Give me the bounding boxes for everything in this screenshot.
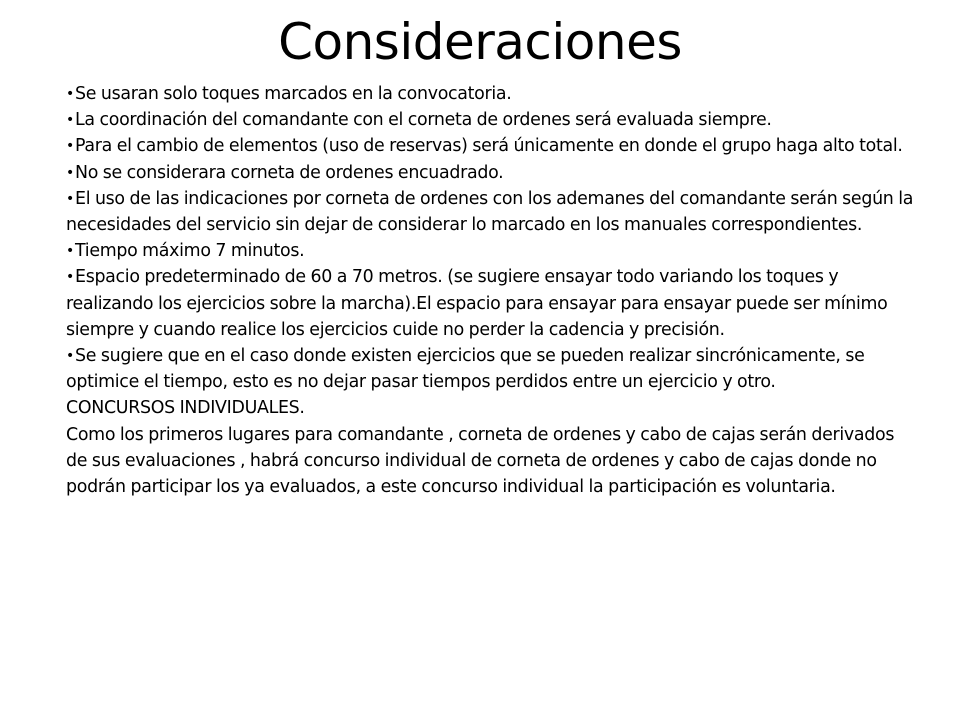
bullet-text: No se considerara corneta de ordenes encuadrado. <box>75 162 504 183</box>
bullet-icon: • <box>66 243 74 260</box>
bullet-icon: • <box>66 190 74 207</box>
slide-body <box>66 81 916 500</box>
bullet-item-4 <box>66 160 916 186</box>
closing-paragraph: Como los primeros lugares para comandante , corneta de ordenes y cabo de cajas serán derivados de sus evaluaciones , habrá concurso individual de corneta de ordenes y cabo de cajas donde no podrán participar los ya evaluados, a este concurso individual la participación es voluntaria. <box>66 424 895 498</box>
bullet-icon: • <box>66 348 74 365</box>
bullet-icon: • <box>66 86 74 102</box>
bullet-text: Espacio predeterminado de 60 a 70 metros. (se sugiere ensayar todo variando los toques y realizando los ejercicios sobre la marcha).El espacio para ensayar para ensayar puede ser mínimo siempre y cuando realice los ejercicios cuide no perder la cadencia y precisión. <box>66 267 888 340</box>
bullet-item-2 <box>66 107 916 133</box>
bullet-text: Se usaran solo toques marcados en la convocatoria. <box>75 84 512 104</box>
bullet-icon: • <box>66 138 74 155</box>
bullet-item-5 <box>66 186 916 238</box>
slide-title: Consideraciones <box>278 13 682 71</box>
bullet-icon: • <box>66 164 74 181</box>
bullet-item-1 <box>66 81 916 107</box>
section-heading: CONCURSOS INDIVIDUALES. <box>66 398 305 419</box>
bullet-item-7 <box>66 264 916 343</box>
bullet-text: Tiempo máximo 7 minutos. <box>75 241 305 262</box>
bullet-item-8 <box>66 343 916 395</box>
bullet-text: La coordinación del comandante con el corneta de ordenes será evaluada siempre. <box>75 110 772 131</box>
bullet-item-3 <box>66 133 916 159</box>
bullet-text: Para el cambio de elementos (uso de reservas) será únicamente en donde el grupo haga alto total. <box>75 136 903 157</box>
bullet-icon: • <box>66 112 74 129</box>
bullet-item-6 <box>66 238 916 264</box>
bullet-text: Se sugiere que en el caso donde existen ejercicios que se pueden realizar sincrónicamente, se optimice el tiempo, esto es no dejar pasar tiempos perdidos entre un ejercicio y otro. <box>66 346 865 393</box>
bullet-icon: • <box>66 269 74 286</box>
bullet-text: El uso de las indicaciones por corneta de ordenes con los ademanes del comandante serán según la necesidades del servicio sin dejar de considerar lo marcado en los manuales correspondientes. <box>66 188 914 236</box>
